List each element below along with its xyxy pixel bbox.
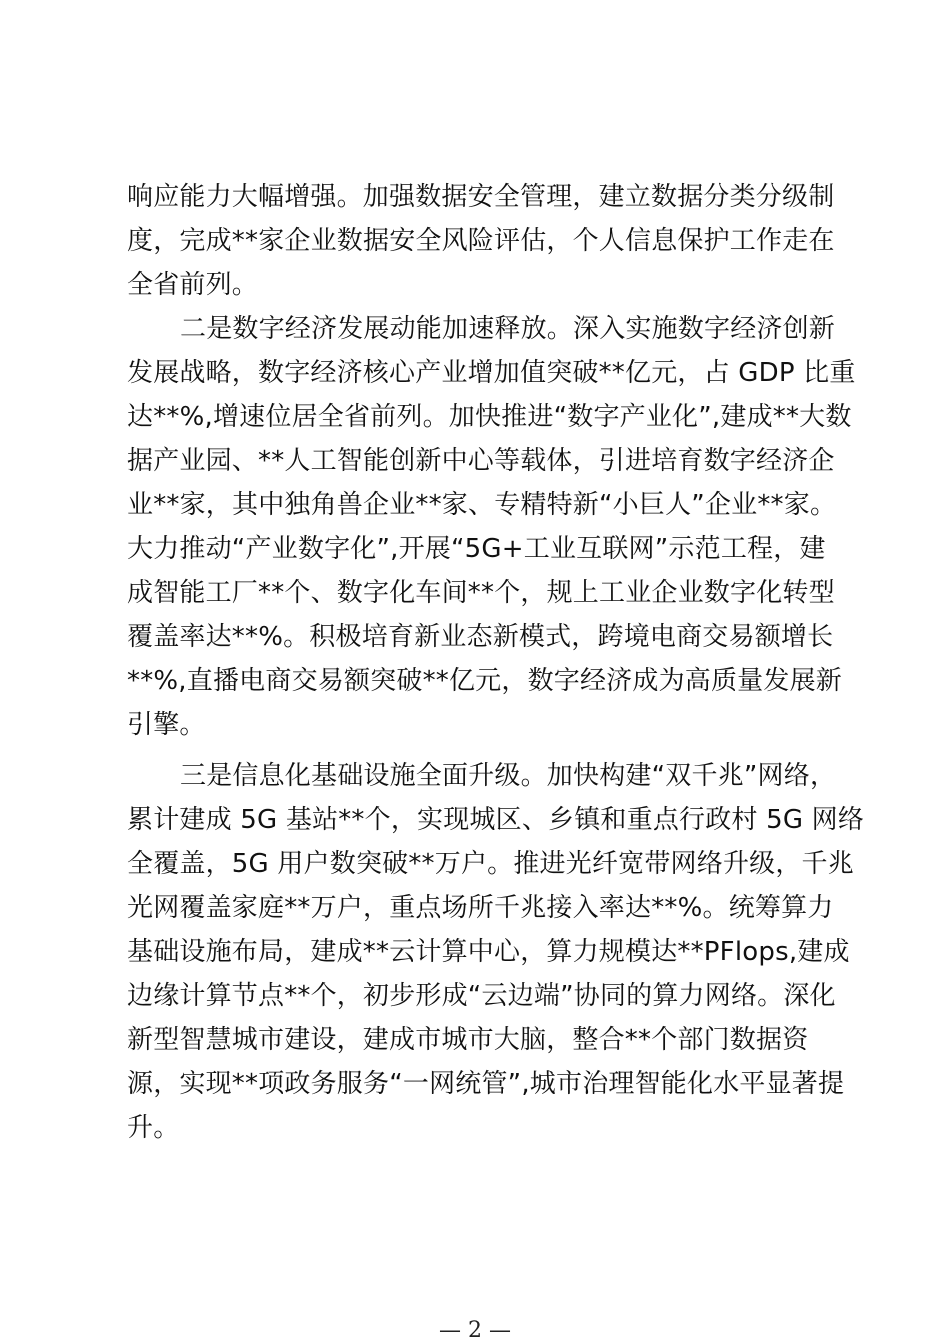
text-line: 三是信息化基础设施全面升级。加快构建“双千兆”网络， bbox=[180, 761, 837, 791]
text-line: 覆盖率达**%。积极培育新业态新模式，跨境电商交易额增长 bbox=[127, 622, 834, 652]
text-line: 新型智慧城市建设，建成市城市大脑，整合**个部门数据资 bbox=[127, 1025, 809, 1055]
text-line: 度，完成**家企业数据安全风险评估，个人信息保护工作走在 bbox=[127, 226, 835, 256]
text-line: 大力推动“产业数字化”,开展“5G+工业互联网”示范工程，建 bbox=[127, 534, 826, 564]
text-line: 据产业园、**人工智能创新中心等载体，引进培育数字经济企 bbox=[127, 446, 835, 476]
text-line: 发展战略，数字经济核心产业增加值突破**亿元，占 GDP 比重 bbox=[127, 358, 856, 388]
text-line: 全覆盖，5G 用户数突破**万户。推进光纤宽带网络升级，千兆 bbox=[127, 849, 854, 879]
text-line: 引擎。 bbox=[127, 710, 206, 740]
page-number: — 2 — bbox=[439, 1318, 511, 1343]
text-line: 光网覆盖家庭**万户，重点场所千兆接入率达**%。统筹算力 bbox=[127, 893, 834, 923]
text-line: 业**家，其中独角兽企业**家、专精特新“小巨人”企业**家。 bbox=[127, 490, 837, 520]
text-line: 达**%,增速位居全省前列。加快推进“数字产业化”,建成**大数 bbox=[127, 402, 852, 432]
text-line: 成智能工厂**个、数字化车间**个，规上工业企业数字化转型 bbox=[127, 578, 835, 608]
text-line: 二是数字经济发展动能加速释放。深入实施数字经济创新 bbox=[180, 314, 836, 344]
text-line: **%,直播电商交易额突破**亿元，数字经济成为高质量发展新 bbox=[127, 666, 842, 696]
text-line: 累计建成 5G 基站**个，实现城区、乡镇和重点行政村 5G 网络 bbox=[127, 805, 865, 835]
text-line: 边缘计算节点**个，初步形成“云边端”协同的算力网络。深化 bbox=[127, 981, 836, 1011]
text-line: 基础设施布局，建成**云计算中心，算力规模达**PFlops,建成 bbox=[127, 937, 850, 967]
text-line: 源，实现**项政务服务“一网统管”,城市治理智能化水平显著提 bbox=[127, 1069, 845, 1099]
text-line: 升。 bbox=[127, 1113, 180, 1143]
text-line: 响应能力大幅增强。加强数据安全管理，建立数据分类分级制 bbox=[127, 182, 835, 212]
text-line: 全省前列。 bbox=[127, 270, 259, 300]
